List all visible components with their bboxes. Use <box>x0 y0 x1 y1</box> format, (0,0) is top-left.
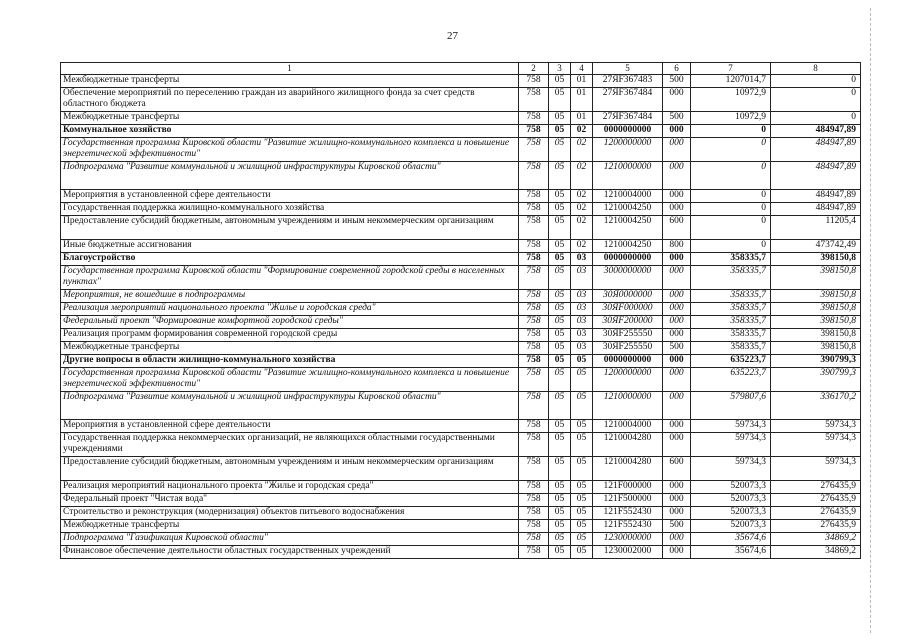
budget-table <box>60 62 861 559</box>
amount-col7-cell: 59734,3 <box>691 420 771 433</box>
target-code-cell: 0000000000 <box>593 125 663 138</box>
amount-col7-cell: 358335,7 <box>691 290 771 303</box>
subsection-code-cell: 05 <box>571 533 593 546</box>
subsection-code-cell: 01 <box>571 88 593 112</box>
amount-col8-cell: 484947,89 <box>771 190 861 203</box>
table-row <box>61 216 861 240</box>
expense-type-cell: 000 <box>663 253 691 266</box>
ministry-code-cell: 758 <box>519 520 549 533</box>
header-cell: 5 <box>593 63 663 75</box>
expense-type-cell: 800 <box>663 240 691 253</box>
item-name-cell: Межбюджетные трансферты <box>61 520 519 533</box>
target-code-cell: 1210000000 <box>593 392 663 420</box>
section-code-cell: 05 <box>549 203 571 216</box>
item-name-cell: Иные бюджетные ассигнования <box>61 240 519 253</box>
subsection-code-cell: 03 <box>571 329 593 342</box>
section-code-cell: 05 <box>549 355 571 368</box>
amount-col7-cell: 0 <box>691 125 771 138</box>
item-name-cell: Предоставление субсидий бюджетным, автономным учреждениям и иным некоммерческим организациям <box>61 457 519 481</box>
item-name-cell: Обеспечение мероприятий по переселению граждан из аварийного жилищного фонда за счет средств областного бюджета <box>61 88 519 112</box>
amount-col8-cell: 484947,89 <box>771 203 861 216</box>
amount-col7-cell: 0 <box>691 203 771 216</box>
section-code-cell: 05 <box>549 303 571 316</box>
expense-type-cell: 600 <box>663 457 691 481</box>
target-code-cell: 1210004280 <box>593 457 663 481</box>
amount-col8-cell: 59734,3 <box>771 420 861 433</box>
target-code-cell: 121F552430 <box>593 520 663 533</box>
section-code-cell: 05 <box>549 75 571 88</box>
expense-type-cell: 000 <box>663 266 691 290</box>
target-code-cell: 3000000000 <box>593 266 663 290</box>
item-name-cell: Государственная программа Кировской области "Формирование современной городской среды в населенных пунктах" <box>61 266 519 290</box>
ministry-code-cell: 758 <box>519 203 549 216</box>
header-cell: 6 <box>663 63 691 75</box>
ministry-code-cell: 758 <box>519 546 549 559</box>
section-code-cell: 05 <box>549 112 571 125</box>
section-code-cell: 05 <box>549 520 571 533</box>
target-code-cell: 30ЯF255550 <box>593 342 663 355</box>
section-code-cell: 05 <box>549 507 571 520</box>
ministry-code-cell: 758 <box>519 457 549 481</box>
amount-col8-cell: 398150,8 <box>771 329 861 342</box>
item-name-cell: Государственная поддержка жилищно-коммунального хозяйства <box>61 203 519 216</box>
expense-type-cell: 000 <box>663 316 691 329</box>
section-code-cell: 05 <box>549 329 571 342</box>
ministry-code-cell: 758 <box>519 316 549 329</box>
section-code-cell: 05 <box>549 433 571 457</box>
table-row <box>61 546 861 559</box>
ministry-code-cell: 758 <box>519 88 549 112</box>
amount-col8-cell: 398150,8 <box>771 266 861 290</box>
table-row <box>61 162 861 190</box>
item-name-cell: Федеральный проект "Чистая вода" <box>61 494 519 507</box>
amount-col7-cell: 0 <box>691 162 771 190</box>
ministry-code-cell: 758 <box>519 303 549 316</box>
expense-type-cell: 000 <box>663 88 691 112</box>
subsection-code-cell: 01 <box>571 112 593 125</box>
amount-col8-cell: 276435,9 <box>771 507 861 520</box>
table-row <box>61 253 861 266</box>
item-name-cell: Реализация мероприятий национального проекта "Жилье и городская среда" <box>61 303 519 316</box>
expense-type-cell: 000 <box>663 433 691 457</box>
expense-type-cell: 000 <box>663 138 691 162</box>
table-row <box>61 329 861 342</box>
item-name-cell: Государственная программа Кировской области "Развитие жилищно-коммунального комплекса и повышение энергетической эффективности" <box>61 138 519 162</box>
amount-col7-cell: 358335,7 <box>691 253 771 266</box>
expense-type-cell: 000 <box>663 392 691 420</box>
table-row <box>61 88 861 112</box>
subsection-code-cell: 05 <box>571 420 593 433</box>
ministry-code-cell: 758 <box>519 190 549 203</box>
target-code-cell: 1200000000 <box>593 138 663 162</box>
expense-type-cell: 000 <box>663 533 691 546</box>
amount-col7-cell: 635223,7 <box>691 368 771 392</box>
section-code-cell: 05 <box>549 266 571 290</box>
expense-type-cell: 000 <box>663 162 691 190</box>
amount-col8-cell: 59734,3 <box>771 457 861 481</box>
section-code-cell: 05 <box>549 190 571 203</box>
table-row <box>61 190 861 203</box>
target-code-cell: 30ЯF000000 <box>593 303 663 316</box>
target-code-cell: 1210000000 <box>593 162 663 190</box>
target-code-cell: 1210004250 <box>593 203 663 216</box>
ministry-code-cell: 758 <box>519 112 549 125</box>
expense-type-cell: 000 <box>663 190 691 203</box>
section-code-cell: 05 <box>549 316 571 329</box>
header-cell: 1 <box>61 63 519 75</box>
amount-col8-cell: 390799,3 <box>771 355 861 368</box>
ministry-code-cell: 758 <box>519 266 549 290</box>
target-code-cell: 0000000000 <box>593 253 663 266</box>
amount-col7-cell: 0 <box>691 138 771 162</box>
section-code-cell: 05 <box>549 88 571 112</box>
amount-col8-cell: 336170,2 <box>771 392 861 420</box>
subsection-code-cell: 02 <box>571 125 593 138</box>
item-name-cell: Мероприятия в установленной сфере деятельности <box>61 190 519 203</box>
item-name-cell: Реализация мероприятий национального проекта "Жилье и городская среда" <box>61 481 519 494</box>
subsection-code-cell: 05 <box>571 355 593 368</box>
amount-col8-cell: 0 <box>771 75 861 88</box>
subsection-code-cell: 05 <box>571 368 593 392</box>
section-code-cell: 05 <box>549 162 571 190</box>
ministry-code-cell: 758 <box>519 138 549 162</box>
table-row <box>61 112 861 125</box>
section-code-cell: 05 <box>549 240 571 253</box>
subsection-code-cell: 05 <box>571 507 593 520</box>
section-code-cell: 05 <box>549 457 571 481</box>
subsection-code-cell: 02 <box>571 190 593 203</box>
table-row <box>61 290 861 303</box>
target-code-cell: 121F552430 <box>593 507 663 520</box>
amount-col7-cell: 358335,7 <box>691 303 771 316</box>
item-name-cell: Мероприятия, не вошедшие в подпрограммы <box>61 290 519 303</box>
subsection-code-cell: 05 <box>571 457 593 481</box>
amount-col7-cell: 10972,9 <box>691 88 771 112</box>
header-cell: 4 <box>571 63 593 75</box>
expense-type-cell: 000 <box>663 329 691 342</box>
expense-type-cell: 600 <box>663 216 691 240</box>
subsection-code-cell: 02 <box>571 138 593 162</box>
subsection-code-cell: 03 <box>571 253 593 266</box>
ministry-code-cell: 758 <box>519 162 549 190</box>
amount-col7-cell: 35674,6 <box>691 546 771 559</box>
amount-col7-cell: 358335,7 <box>691 329 771 342</box>
item-name-cell: Благоустройство <box>61 253 519 266</box>
subsection-code-cell: 03 <box>571 316 593 329</box>
amount-col7-cell: 59734,3 <box>691 433 771 457</box>
amount-col7-cell: 358335,7 <box>691 266 771 290</box>
item-name-cell: Межбюджетные трансферты <box>61 342 519 355</box>
item-name-cell: Другие вопросы в области жилищно-коммунального хозяйства <box>61 355 519 368</box>
ministry-code-cell: 758 <box>519 75 549 88</box>
expense-type-cell: 000 <box>663 507 691 520</box>
ministry-code-cell: 758 <box>519 329 549 342</box>
subsection-code-cell: 03 <box>571 266 593 290</box>
ministry-code-cell: 758 <box>519 125 549 138</box>
amount-col7-cell: 520073,3 <box>691 494 771 507</box>
amount-col7-cell: 358335,7 <box>691 342 771 355</box>
section-code-cell: 05 <box>549 481 571 494</box>
table-row <box>61 420 861 433</box>
item-name-cell: Государственная программа Кировской области "Развитие жилищно-коммунального комплекса и повышение энергетической эффективности" <box>61 368 519 392</box>
subsection-code-cell: 03 <box>571 303 593 316</box>
target-code-cell: 1230000000 <box>593 533 663 546</box>
target-code-cell: 121F000000 <box>593 481 663 494</box>
item-name-cell: Межбюджетные трансферты <box>61 112 519 125</box>
subsection-code-cell: 02 <box>571 203 593 216</box>
target-code-cell: 1210004250 <box>593 216 663 240</box>
subsection-code-cell: 02 <box>571 216 593 240</box>
ministry-code-cell: 758 <box>519 392 549 420</box>
section-code-cell: 05 <box>549 368 571 392</box>
amount-col8-cell: 276435,9 <box>771 520 861 533</box>
ministry-code-cell: 758 <box>519 433 549 457</box>
table-row <box>61 355 861 368</box>
item-name-cell: Финансовое обеспечение деятельности областных государственных учреждений <box>61 546 519 559</box>
table-row <box>61 494 861 507</box>
ministry-code-cell: 758 <box>519 216 549 240</box>
table-row <box>61 75 861 88</box>
amount-col8-cell: 0 <box>771 88 861 112</box>
table-row <box>61 392 861 420</box>
target-code-cell: 1210004250 <box>593 240 663 253</box>
table-row <box>61 433 861 457</box>
header-cell: 7 <box>691 63 771 75</box>
amount-col7-cell: 1207014,7 <box>691 75 771 88</box>
table-row <box>61 520 861 533</box>
table-row <box>61 533 861 546</box>
section-code-cell: 05 <box>549 216 571 240</box>
target-code-cell: 1210004000 <box>593 420 663 433</box>
target-code-cell: 27ЯF367484 <box>593 88 663 112</box>
section-code-cell: 05 <box>549 494 571 507</box>
table-row <box>61 303 861 316</box>
amount-col8-cell: 11205,4 <box>771 216 861 240</box>
target-code-cell: 1210004280 <box>593 433 663 457</box>
target-code-cell: 30ЯF255550 <box>593 329 663 342</box>
section-code-cell: 05 <box>549 125 571 138</box>
ministry-code-cell: 758 <box>519 368 549 392</box>
target-code-cell: 1230002000 <box>593 546 663 559</box>
table-row <box>61 138 861 162</box>
amount-col7-cell: 10972,9 <box>691 112 771 125</box>
table-row <box>61 316 861 329</box>
ministry-code-cell: 758 <box>519 342 549 355</box>
amount-col7-cell: 635223,7 <box>691 355 771 368</box>
ministry-code-cell: 758 <box>519 507 549 520</box>
table-row <box>61 266 861 290</box>
amount-col8-cell: 398150,8 <box>771 253 861 266</box>
ministry-code-cell: 758 <box>519 494 549 507</box>
amount-col8-cell: 398150,8 <box>771 316 861 329</box>
ministry-code-cell: 758 <box>519 240 549 253</box>
table-row <box>61 125 861 138</box>
expense-type-cell: 000 <box>663 546 691 559</box>
expense-type-cell: 000 <box>663 290 691 303</box>
expense-type-cell: 000 <box>663 355 691 368</box>
amount-col8-cell: 59734,3 <box>771 433 861 457</box>
section-code-cell: 05 <box>549 138 571 162</box>
amount-col8-cell: 398150,8 <box>771 342 861 355</box>
target-code-cell: 27ЯF367484 <box>593 112 663 125</box>
right-margin-rule <box>870 8 871 633</box>
expense-type-cell: 000 <box>663 125 691 138</box>
ministry-code-cell: 758 <box>519 253 549 266</box>
ministry-code-cell: 758 <box>519 355 549 368</box>
header-row <box>61 63 861 75</box>
amount-col7-cell: 0 <box>691 240 771 253</box>
item-name-cell: Реализация программ формирования современной городской среды <box>61 329 519 342</box>
amount-col7-cell: 0 <box>691 190 771 203</box>
page-number: 27 <box>447 30 458 42</box>
item-name-cell: Строительство и реконструкция (модернизация) объектов питьевого водоснабжения <box>61 507 519 520</box>
amount-col7-cell: 520073,3 <box>691 507 771 520</box>
amount-col8-cell: 473742,49 <box>771 240 861 253</box>
amount-col8-cell: 484947,89 <box>771 138 861 162</box>
amount-col8-cell: 276435,9 <box>771 481 861 494</box>
header-cell: 3 <box>549 63 571 75</box>
expense-type-cell: 000 <box>663 368 691 392</box>
section-code-cell: 05 <box>549 253 571 266</box>
expense-type-cell: 000 <box>663 494 691 507</box>
amount-col7-cell: 579807,6 <box>691 392 771 420</box>
item-name-cell: Межбюджетные трансферты <box>61 75 519 88</box>
table-row <box>61 457 861 481</box>
target-code-cell: 30Я0000000 <box>593 290 663 303</box>
ministry-code-cell: 758 <box>519 420 549 433</box>
target-code-cell: 121F500000 <box>593 494 663 507</box>
amount-col8-cell: 0 <box>771 112 861 125</box>
item-name-cell: Предоставление субсидий бюджетным, автономным учреждениям и иным некоммерческим организациям <box>61 216 519 240</box>
table-row <box>61 240 861 253</box>
target-code-cell: 1200000000 <box>593 368 663 392</box>
expense-type-cell: 500 <box>663 342 691 355</box>
header-cell: 8 <box>771 63 861 75</box>
subsection-code-cell: 05 <box>571 520 593 533</box>
subsection-code-cell: 03 <box>571 342 593 355</box>
item-name-cell: Подпрограмма "Развитие коммунальной и жилищной инфраструктуры Кировской области" <box>61 162 519 190</box>
section-code-cell: 05 <box>549 420 571 433</box>
amount-col8-cell: 484947,89 <box>771 125 861 138</box>
table-body <box>61 63 861 559</box>
amount-col8-cell: 390799,3 <box>771 368 861 392</box>
table-row <box>61 368 861 392</box>
amount-col8-cell: 276435,9 <box>771 494 861 507</box>
subsection-code-cell: 05 <box>571 392 593 420</box>
subsection-code-cell: 01 <box>571 75 593 88</box>
subsection-code-cell: 02 <box>571 240 593 253</box>
expense-type-cell: 000 <box>663 203 691 216</box>
subsection-code-cell: 05 <box>571 494 593 507</box>
amount-col7-cell: 520073,3 <box>691 481 771 494</box>
amount-col8-cell: 34869,2 <box>771 533 861 546</box>
table-row <box>61 507 861 520</box>
item-name-cell: Подпрограмма "Газификация Кировской области" <box>61 533 519 546</box>
expense-type-cell: 500 <box>663 75 691 88</box>
amount-col7-cell: 358335,7 <box>691 316 771 329</box>
table-row <box>61 203 861 216</box>
table-row <box>61 342 861 355</box>
section-code-cell: 05 <box>549 533 571 546</box>
target-code-cell: 0000000000 <box>593 355 663 368</box>
subsection-code-cell: 05 <box>571 433 593 457</box>
amount-col8-cell: 34869,2 <box>771 546 861 559</box>
item-name-cell: Коммунальное хозяйство <box>61 125 519 138</box>
item-name-cell: Подпрограмма "Развитие коммунальной и жилищной инфраструктуры Кировской области" <box>61 392 519 420</box>
item-name-cell: Федеральный проект "Формирование комфортной городской среды" <box>61 316 519 329</box>
expense-type-cell: 000 <box>663 303 691 316</box>
subsection-code-cell: 05 <box>571 481 593 494</box>
amount-col7-cell: 520073,3 <box>691 520 771 533</box>
amount-col7-cell: 0 <box>691 216 771 240</box>
section-code-cell: 05 <box>549 342 571 355</box>
ministry-code-cell: 758 <box>519 533 549 546</box>
section-code-cell: 05 <box>549 392 571 420</box>
subsection-code-cell: 03 <box>571 290 593 303</box>
target-code-cell: 27ЯF367483 <box>593 75 663 88</box>
amount-col7-cell: 59734,3 <box>691 457 771 481</box>
target-code-cell: 1210004000 <box>593 190 663 203</box>
section-code-cell: 05 <box>549 546 571 559</box>
target-code-cell: 30ЯF200000 <box>593 316 663 329</box>
table-row <box>61 481 861 494</box>
item-name-cell: Государственная поддержка некоммерческих организаций, не являющихся областными государственными учреждениями <box>61 433 519 457</box>
amount-col7-cell: 35674,6 <box>691 533 771 546</box>
subsection-code-cell: 05 <box>571 546 593 559</box>
expense-type-cell: 000 <box>663 481 691 494</box>
expense-type-cell: 500 <box>663 520 691 533</box>
header-cell: 2 <box>519 63 549 75</box>
section-code-cell: 05 <box>549 290 571 303</box>
item-name-cell: Мероприятия в установленной сфере деятельности <box>61 420 519 433</box>
expense-type-cell: 000 <box>663 420 691 433</box>
subsection-code-cell: 02 <box>571 162 593 190</box>
amount-col8-cell: 398150,8 <box>771 303 861 316</box>
ministry-code-cell: 758 <box>519 290 549 303</box>
amount-col8-cell: 398150,8 <box>771 290 861 303</box>
expense-type-cell: 500 <box>663 112 691 125</box>
ministry-code-cell: 758 <box>519 481 549 494</box>
amount-col8-cell: 484947,89 <box>771 162 861 190</box>
